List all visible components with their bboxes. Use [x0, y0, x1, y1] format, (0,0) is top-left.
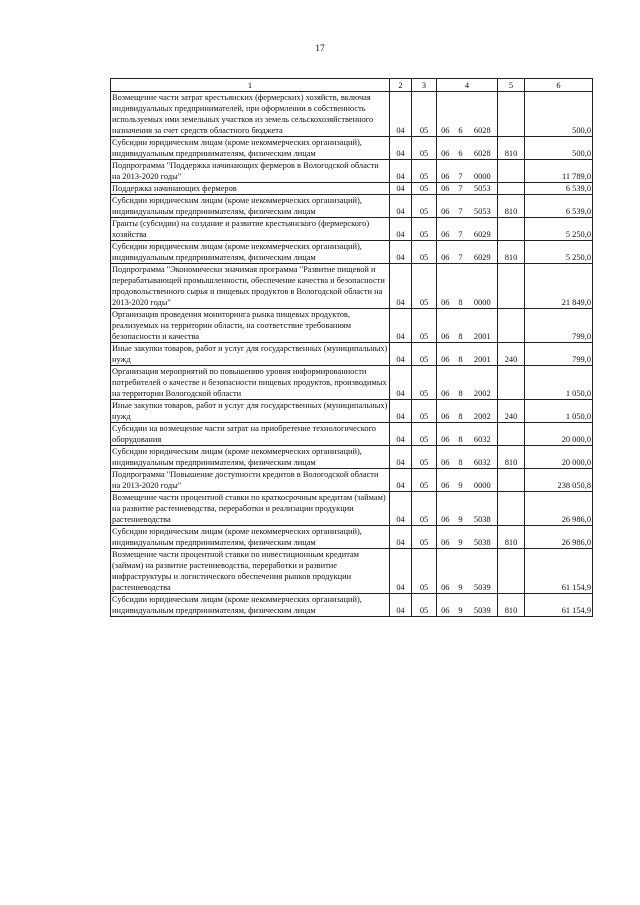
- row-amount: 20 000,0: [525, 423, 593, 446]
- row-code-subsection: 05: [412, 423, 437, 446]
- row-code-subprogram: 8: [454, 400, 468, 423]
- table-row: [111, 160, 593, 183]
- page-number: 17: [315, 44, 325, 54]
- row-code-program: 06: [437, 241, 454, 264]
- row-code-expense-type: [498, 218, 525, 241]
- row-amount: 6 539,0: [525, 183, 593, 195]
- table-row: [111, 195, 593, 218]
- row-code-subprogram: 9: [454, 526, 468, 549]
- row-code-expense-type: 810: [498, 446, 525, 469]
- row-code-program: 06: [437, 264, 454, 309]
- row-code-subsection: 05: [412, 526, 437, 549]
- row-amount: 799,0: [525, 309, 593, 343]
- row-code-expense-type: [498, 549, 525, 594]
- row-code-expense-type: 810: [498, 137, 525, 160]
- row-code-subprogram: 8: [454, 446, 468, 469]
- row-name: Субсидии юридическим лицам (кроме некоммерческих организаций), индивидуальным предпринимателям, физическим лицам: [111, 195, 390, 218]
- row-code-direction: 0000: [468, 469, 498, 492]
- row-code-expense-type: 240: [498, 400, 525, 423]
- table-row: [111, 264, 593, 309]
- row-name: Поддержка начинающих фермеров: [111, 183, 390, 195]
- row-name: Возмещение части затрат крестьянских (фермерских) хозяйств, включая индивидуальных предпринимателей, при оформлении в собственность используемых ими земельных участков из земель сельскохозяйственного назначения за счет средств областного бюджета: [111, 92, 390, 137]
- row-code-subsection: 05: [412, 92, 437, 137]
- row-code-direction: 0000: [468, 160, 498, 183]
- row-amount: 21 849,0: [525, 264, 593, 309]
- row-code-subsection: 05: [412, 594, 437, 617]
- table-row: [111, 92, 593, 137]
- row-amount: 238 050,8: [525, 469, 593, 492]
- row-code-section: 04: [390, 241, 412, 264]
- table-row: [111, 218, 593, 241]
- row-amount: 61 154,9: [525, 594, 593, 617]
- row-code-expense-type: [498, 423, 525, 446]
- row-code-direction: 5039: [468, 549, 498, 594]
- column-header-2: 2: [390, 79, 412, 92]
- row-code-subprogram: 8: [454, 309, 468, 343]
- row-code-expense-type: [498, 264, 525, 309]
- row-amount: 26 986,0: [525, 526, 593, 549]
- row-code-program: 06: [437, 469, 454, 492]
- row-code-subprogram: 8: [454, 343, 468, 366]
- row-code-subsection: 05: [412, 343, 437, 366]
- row-code-section: 04: [390, 492, 412, 526]
- table-row: [111, 183, 593, 195]
- row-code-section: 04: [390, 423, 412, 446]
- row-code-section: 04: [390, 137, 412, 160]
- table-row: [111, 400, 593, 423]
- row-code-subprogram: 7: [454, 218, 468, 241]
- column-header-6: 6: [525, 79, 593, 92]
- row-amount: 20 000,0: [525, 446, 593, 469]
- table-header-row: [111, 79, 593, 92]
- row-code-expense-type: [498, 309, 525, 343]
- row-name: Субсидии юридическим лицам (кроме некоммерческих организаций), индивидуальным предпринимателям, физическим лицам: [111, 241, 390, 264]
- row-code-section: 04: [390, 309, 412, 343]
- row-code-direction: 5038: [468, 492, 498, 526]
- table-row: [111, 309, 593, 343]
- row-code-direction: 6028: [468, 92, 498, 137]
- row-code-direction: 2001: [468, 309, 498, 343]
- row-code-section: 04: [390, 446, 412, 469]
- row-name: Организация мероприятий по повышению уровня информированности потребителей о качестве и безопасности пищевых продуктов, производимых на территории Вологодской области: [111, 366, 390, 400]
- row-code-program: 06: [437, 309, 454, 343]
- row-code-program: 06: [437, 137, 454, 160]
- table-row: [111, 241, 593, 264]
- row-code-subsection: 05: [412, 264, 437, 309]
- table-row: [111, 526, 593, 549]
- row-code-section: 04: [390, 549, 412, 594]
- row-code-subprogram: 7: [454, 160, 468, 183]
- row-code-program: 06: [437, 92, 454, 137]
- row-amount: 799,0: [525, 343, 593, 366]
- row-name: Субсидии юридическим лицам (кроме некоммерческих организаций), индивидуальным предпринимателям, физическим лицам: [111, 594, 390, 617]
- row-code-subprogram: 7: [454, 183, 468, 195]
- row-amount: 1 050,0: [525, 400, 593, 423]
- row-code-subsection: 05: [412, 160, 437, 183]
- row-name: Субсидии на возмещение части затрат на приобретение технологического оборудования: [111, 423, 390, 446]
- row-name: Субсидии юридическим лицам (кроме некоммерческих организаций), индивидуальным предпринимателям, физическим лицам: [111, 526, 390, 549]
- row-code-direction: 6028: [468, 137, 498, 160]
- row-amount: 500,0: [525, 137, 593, 160]
- row-name: Иные закупки товаров, работ и услуг для государственных (муниципальных) нужд: [111, 343, 390, 366]
- row-code-subprogram: 6: [454, 137, 468, 160]
- row-name: Субсидии юридическим лицам (кроме некоммерческих организаций), индивидуальным предпринимателям, физическим лицам: [111, 137, 390, 160]
- column-header-4: 4: [437, 79, 498, 92]
- row-code-section: 04: [390, 526, 412, 549]
- row-code-expense-type: 810: [498, 526, 525, 549]
- row-code-expense-type: [498, 366, 525, 400]
- row-code-section: 04: [390, 366, 412, 400]
- row-code-section: 04: [390, 92, 412, 137]
- column-header-1: 1: [111, 79, 390, 92]
- column-header-5: 5: [498, 79, 525, 92]
- row-amount: 6 539,0: [525, 195, 593, 218]
- row-code-expense-type: 810: [498, 241, 525, 264]
- row-code-subsection: 05: [412, 366, 437, 400]
- row-code-direction: 5038: [468, 526, 498, 549]
- row-code-subprogram: 9: [454, 549, 468, 594]
- row-code-direction: 2001: [468, 343, 498, 366]
- row-code-expense-type: 810: [498, 594, 525, 617]
- row-code-subprogram: 9: [454, 469, 468, 492]
- row-code-section: 04: [390, 183, 412, 195]
- row-code-program: 06: [437, 400, 454, 423]
- table-row: [111, 446, 593, 469]
- table-row: [111, 549, 593, 594]
- row-code-program: 06: [437, 594, 454, 617]
- budget-table: [110, 78, 593, 617]
- row-code-subsection: 05: [412, 218, 437, 241]
- row-code-section: 04: [390, 400, 412, 423]
- row-name: Возмещение части процентной ставки по краткосрочным кредитам (займам) на развитие растениеводства, переработки и реализации продукции растениеводства: [111, 492, 390, 526]
- row-code-subsection: 05: [412, 195, 437, 218]
- row-amount: 11 789,0: [525, 160, 593, 183]
- table-row: [111, 423, 593, 446]
- row-code-direction: 5053: [468, 195, 498, 218]
- row-name: Организация проведения мониторинга рынка пищевых продуктов, реализуемых на территории области, на соответствие требованиям безопасности и качества: [111, 309, 390, 343]
- row-name: Гранты (субсидии) на создание и развитие крестьянского (фермерского) хозяйства: [111, 218, 390, 241]
- row-code-program: 06: [437, 423, 454, 446]
- table-body: [111, 92, 593, 617]
- row-code-direction: 0000: [468, 264, 498, 309]
- row-code-direction: 5053: [468, 183, 498, 195]
- row-code-program: 06: [437, 195, 454, 218]
- table-row: [111, 594, 593, 617]
- row-code-subsection: 05: [412, 137, 437, 160]
- row-code-subsection: 05: [412, 400, 437, 423]
- row-code-subprogram: 8: [454, 366, 468, 400]
- row-code-section: 04: [390, 218, 412, 241]
- row-code-expense-type: [498, 183, 525, 195]
- row-code-section: 04: [390, 343, 412, 366]
- row-code-program: 06: [437, 492, 454, 526]
- row-code-subsection: 05: [412, 549, 437, 594]
- row-code-program: 06: [437, 526, 454, 549]
- row-code-direction: 6032: [468, 446, 498, 469]
- row-code-direction: 6029: [468, 241, 498, 264]
- row-code-program: 06: [437, 343, 454, 366]
- row-amount: 500,0: [525, 92, 593, 137]
- row-code-direction: 5039: [468, 594, 498, 617]
- row-code-direction: 2002: [468, 366, 498, 400]
- row-code-subsection: 05: [412, 309, 437, 343]
- row-code-subprogram: 8: [454, 264, 468, 309]
- row-code-direction: 2002: [468, 400, 498, 423]
- row-code-subsection: 05: [412, 492, 437, 526]
- row-amount: 1 050,0: [525, 366, 593, 400]
- row-code-subprogram: 7: [454, 195, 468, 218]
- row-code-expense-type: 240: [498, 343, 525, 366]
- row-name: Возмещение части процентной ставки по инвестиционным кредитам (займам) на развитие растениеводства, переработки и развитие инфраструктуры и логистического обеспечения рынков продукции растениеводства: [111, 549, 390, 594]
- column-header-3: 3: [412, 79, 437, 92]
- table-row: [111, 366, 593, 400]
- row-amount: 5 250,0: [525, 241, 593, 264]
- row-code-expense-type: 810: [498, 195, 525, 218]
- row-code-expense-type: [498, 160, 525, 183]
- table-row: [111, 137, 593, 160]
- row-code-subsection: 05: [412, 241, 437, 264]
- row-name: Подпрограмма "Экономически значимая программа "Развитие пищевой и перерабатывающей промышленности, обеспечение качества и безопасности продовольственного сырья и пищевых продуктов в Вологодской области на 2013-2020 годы": [111, 264, 390, 309]
- row-code-section: 04: [390, 594, 412, 617]
- row-amount: 26 986,0: [525, 492, 593, 526]
- row-code-direction: 6029: [468, 218, 498, 241]
- row-code-program: 06: [437, 366, 454, 400]
- row-code-section: 04: [390, 469, 412, 492]
- row-name: Субсидии юридическим лицам (кроме некоммерческих организаций), индивидуальным предпринимателям, физическим лицам: [111, 446, 390, 469]
- row-code-program: 06: [437, 160, 454, 183]
- row-code-subsection: 05: [412, 446, 437, 469]
- row-code-subprogram: 8: [454, 423, 468, 446]
- row-code-section: 04: [390, 195, 412, 218]
- row-code-subsection: 05: [412, 183, 437, 195]
- row-code-program: 06: [437, 446, 454, 469]
- row-code-program: 06: [437, 218, 454, 241]
- row-name: Подпрограмма "Повышение доступности кредитов в Вологодской области на 2013-2020 годы": [111, 469, 390, 492]
- row-code-expense-type: [498, 492, 525, 526]
- row-code-expense-type: [498, 92, 525, 137]
- row-name: Подпрограмма "Поддержка начинающих фермеров в Вологодской области на 2013-2020 годы": [111, 160, 390, 183]
- row-code-subprogram: 9: [454, 594, 468, 617]
- row-code-subprogram: 9: [454, 492, 468, 526]
- row-name: Иные закупки товаров, работ и услуг для государственных (муниципальных) нужд: [111, 400, 390, 423]
- row-code-subprogram: 6: [454, 92, 468, 137]
- table-row: [111, 492, 593, 526]
- row-code-direction: 6032: [468, 423, 498, 446]
- row-code-section: 04: [390, 264, 412, 309]
- row-code-program: 06: [437, 549, 454, 594]
- row-code-subprogram: 7: [454, 241, 468, 264]
- table-row: [111, 469, 593, 492]
- row-code-program: 06: [437, 183, 454, 195]
- table-row: [111, 343, 593, 366]
- row-code-expense-type: [498, 469, 525, 492]
- row-amount: 5 250,0: [525, 218, 593, 241]
- row-code-section: 04: [390, 160, 412, 183]
- row-amount: 61 154,9: [525, 549, 593, 594]
- row-code-subsection: 05: [412, 469, 437, 492]
